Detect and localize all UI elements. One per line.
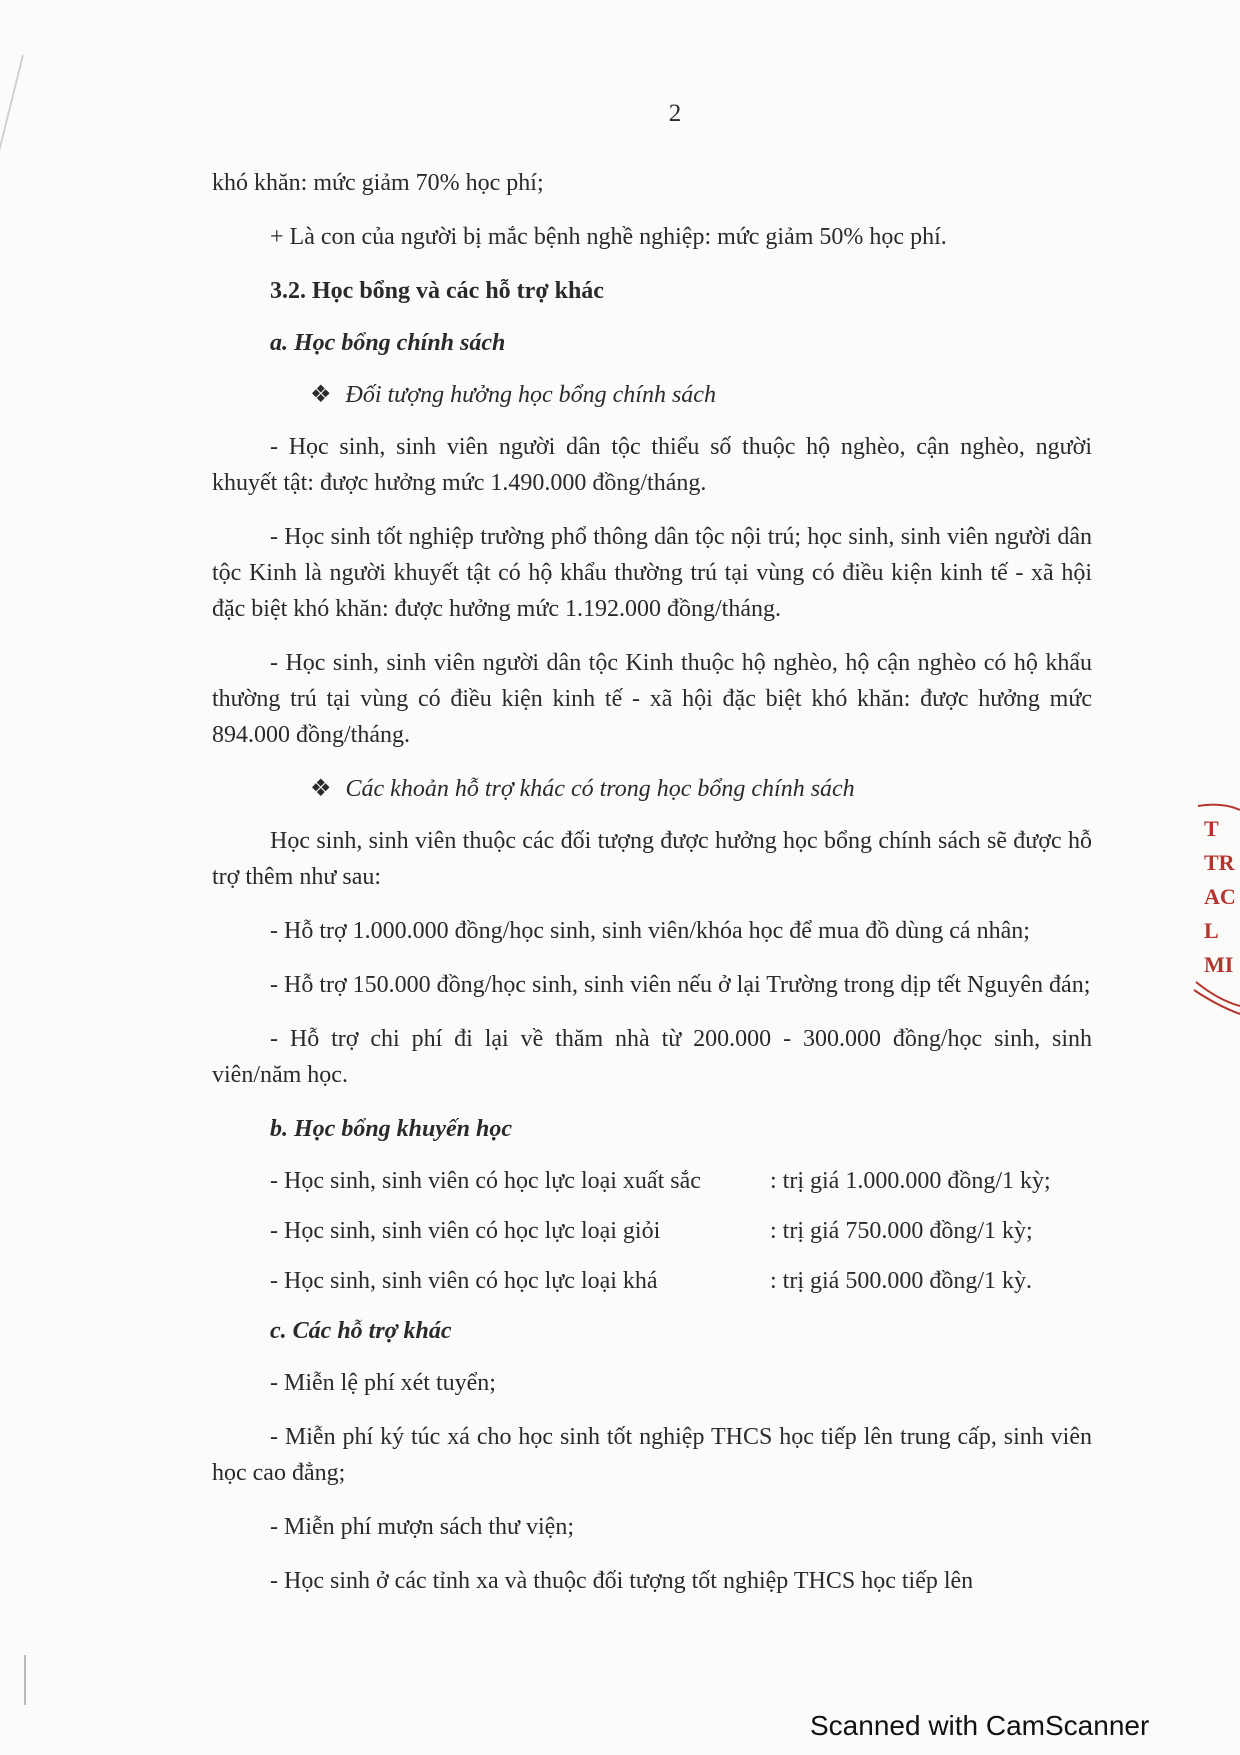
paragraph-kinh-poor: - Học sinh, sinh viên người dân tộc Kinh thuộc hộ nghèo, hộ cận nghèo có hộ khẩu thường trú tại vùng có điều kiện kinh tế - xã hội đặc biệt khó khăn: được hưởng mức 894.000 đồng/tháng. bbox=[212, 650, 1092, 748]
stamp-text: TR bbox=[1204, 850, 1235, 875]
scan-edge-shadow bbox=[0, 55, 24, 298]
scholarship-label: - Học sinh, sinh viên có học lực loại xuất sắc bbox=[270, 1168, 701, 1194]
page-number: 2 bbox=[668, 100, 682, 127]
bullet-beneficiaries bbox=[310, 377, 1092, 413]
paragraph-admission-fee: - Miễn lệ phí xét tuyển; bbox=[270, 1370, 496, 1396]
scan-edge-mark bbox=[24, 1655, 26, 1705]
scholarship-label: - Học sinh, sinh viên có học lực loại giỏi bbox=[270, 1218, 661, 1244]
paragraph-support-intro: Học sinh, sinh viên thuộc các đối tượng được hưởng học bổng chính sách sẽ được hỗ trợ thêm như sau: bbox=[212, 828, 1092, 890]
bullet-other-support-text: Các khoản hỗ trợ khác có trong học bổng chính sách bbox=[345, 776, 855, 802]
paragraph-library: - Miễn phí mượn sách thư viện; bbox=[270, 1514, 574, 1540]
camscanner-watermark: Scanned with CamScanner bbox=[810, 1710, 1150, 1741]
stamp-text: L bbox=[1204, 918, 1219, 943]
paragraph-ethnic-minority: - Học sinh, sinh viên người dân tộc thiểu số thuộc hộ nghèo, cận nghèo, người khuyết tật: được hưởng mức 1.490.000 đồng/tháng. bbox=[212, 434, 1092, 496]
section-heading-3-2: 3.2. Học bổng và các hỗ trợ khác bbox=[270, 278, 604, 304]
stamp-text: AC bbox=[1204, 884, 1236, 909]
paragraph-dormitory: - Miễn phí ký túc xá cho học sinh tốt nghiệp THCS học tiếp lên trung cấp, sinh viên học cao đẳng; bbox=[212, 1424, 1092, 1486]
bullet-beneficiaries-text: Đối tượng hưởng học bổng chính sách bbox=[345, 382, 716, 408]
paragraph-personal-items: - Hỗ trợ 1.000.000 đồng/học sinh, sinh viên/khóa học để mua đồ dùng cá nhân; bbox=[270, 918, 1030, 944]
paragraph-far-provinces: - Học sinh ở các tỉnh xa và thuộc đối tượng tốt nghiệp THCS học tiếp lên bbox=[270, 1568, 974, 1594]
diamond-bullet-icon: ❖ bbox=[310, 776, 332, 802]
subheading-c: c. Các hỗ trợ khác bbox=[270, 1318, 452, 1344]
scholarship-value: : trị giá 1.000.000 đồng/1 kỳ; bbox=[770, 1168, 1051, 1194]
stamp-text: MI bbox=[1204, 952, 1234, 977]
scholarship-label: - Học sinh, sinh viên có học lực loại khá bbox=[270, 1268, 658, 1294]
diamond-bullet-icon: ❖ bbox=[310, 382, 332, 408]
scholarship-row bbox=[270, 1213, 1092, 1249]
paragraph-70-percent: khó khăn: mức giảm 70% học phí; bbox=[212, 170, 544, 196]
paragraph-50-percent: + Là con của người bị mắc bệnh nghề nghiệp: mức giảm 50% học phí. bbox=[270, 224, 947, 250]
paragraph-tet-support: - Hỗ trợ 150.000 đồng/học sinh, sinh viên nếu ở lại Trường trong dịp tết Nguyên đán; bbox=[270, 972, 1091, 998]
scholarship-value: : trị giá 750.000 đồng/1 kỳ; bbox=[770, 1218, 1033, 1244]
bullet-other-support bbox=[310, 771, 1092, 807]
scholarship-row bbox=[270, 1163, 1092, 1199]
document-body bbox=[212, 165, 1092, 1617]
subheading-a: a. Học bổng chính sách bbox=[270, 330, 506, 356]
stamp-text: T bbox=[1204, 816, 1219, 841]
scholarship-row bbox=[270, 1263, 1092, 1299]
paragraph-travel-support: - Hỗ trợ chi phí đi lại về thăm nhà từ 200.000 - 300.000 đồng/học sinh, sinh viên/năm học. bbox=[212, 1026, 1092, 1088]
scholarship-value: : trị giá 500.000 đồng/1 kỳ. bbox=[770, 1268, 1032, 1294]
red-seal-stamp bbox=[1192, 800, 1240, 1020]
subheading-b: b. Học bổng khuyến học bbox=[270, 1116, 513, 1142]
paragraph-boarding-school: - Học sinh tốt nghiệp trường phổ thông dân tộc nội trú; học sinh, sinh viên người dân tộc Kinh là người khuyết tật có hộ khẩu thường trú tại vùng có điều kiện kinh tế - xã hội đặc biệt khó khăn: được hưởng mức 1.192.000 đồng/tháng. bbox=[212, 524, 1092, 622]
